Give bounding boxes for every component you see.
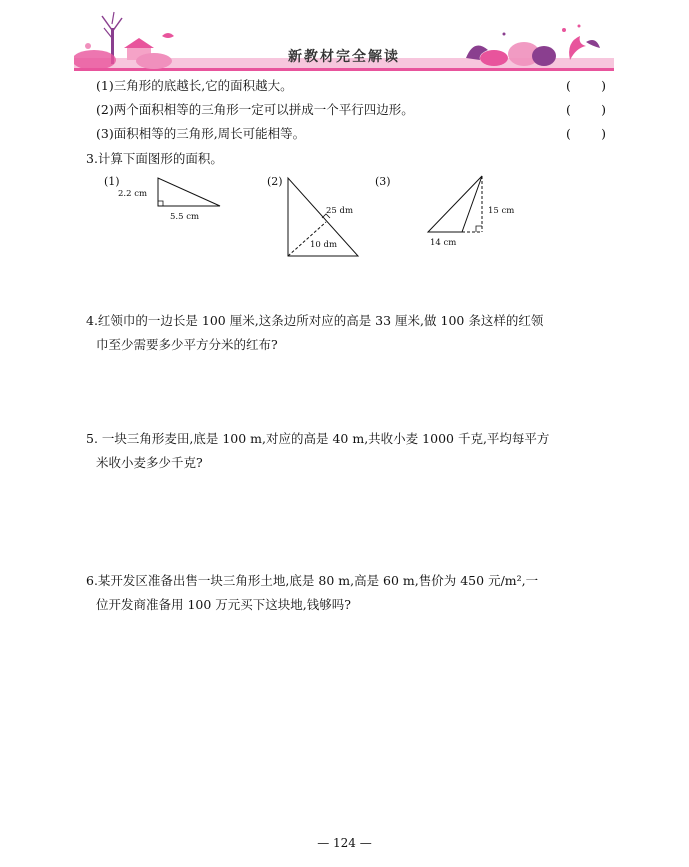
q3-title: 3.计算下面图形的面积。 [86,151,223,166]
paren-close: ) [601,126,606,141]
figure-1-base-label: 5.5 cm [170,212,200,222]
judge-item-2: (2)两个面积相等的三角形一定可以拼成一个平行四边形。 [96,102,414,117]
paren-open: ( [566,78,571,93]
q5-line-1: 5. 一块三角形麦田,底是 100 m,对应的高是 40 m,共收小麦 1000 千克,平均每平方 [86,431,550,446]
figure-1-height-label: 2.2 cm [118,189,148,199]
answer-paren-1[interactable] [566,78,606,93]
page-number: — 124 — [317,836,372,850]
judge-item-1: (1)三角形的底越长,它的面积越大。 [96,78,293,93]
q4-line-1: 4.红领巾的一边长是 100 厘米,这条边所对应的高是 33 厘米,做 100 条这样的红领 [86,313,544,328]
header-title: 新教材完全解读 [288,49,400,65]
header-banner [74,8,614,74]
answer-paren-3[interactable] [566,126,606,141]
paren-close: ) [601,102,606,117]
figure-3-base-label: 14 cm [430,238,457,248]
figure-3-label: (3) [375,175,391,188]
judge-item-3: (3)面积相等的三角形,周长可能相等。 [96,126,306,141]
q5-line-2: 米收小麦多少千克? [96,455,203,470]
q6-line-1: 6.某开发区准备出售一块三角形土地,底是 80 m,高是 60 m,售价为 450 元/m²,一 [86,573,539,588]
answer-paren-2[interactable] [566,102,606,117]
figure-3-height-label: 15 cm [488,206,515,216]
figure-1-triangle [150,172,230,212]
paren-open: ( [566,126,571,141]
q6-line-2: 位开发商准备用 100 万元买下这块地,钱够吗? [96,597,351,612]
figure-2-side-label: 25 dm [326,206,354,216]
paren-close: ) [601,78,606,93]
q4-line-2: 巾至少需要多少平方分米的红布? [96,337,278,352]
figure-3-triangle [420,170,490,240]
figure-2-height-label: 10 dm [310,240,338,250]
figure-2-label: (2) [267,175,283,188]
paren-open: ( [566,102,571,117]
figure-1-label: (1) [104,175,120,188]
